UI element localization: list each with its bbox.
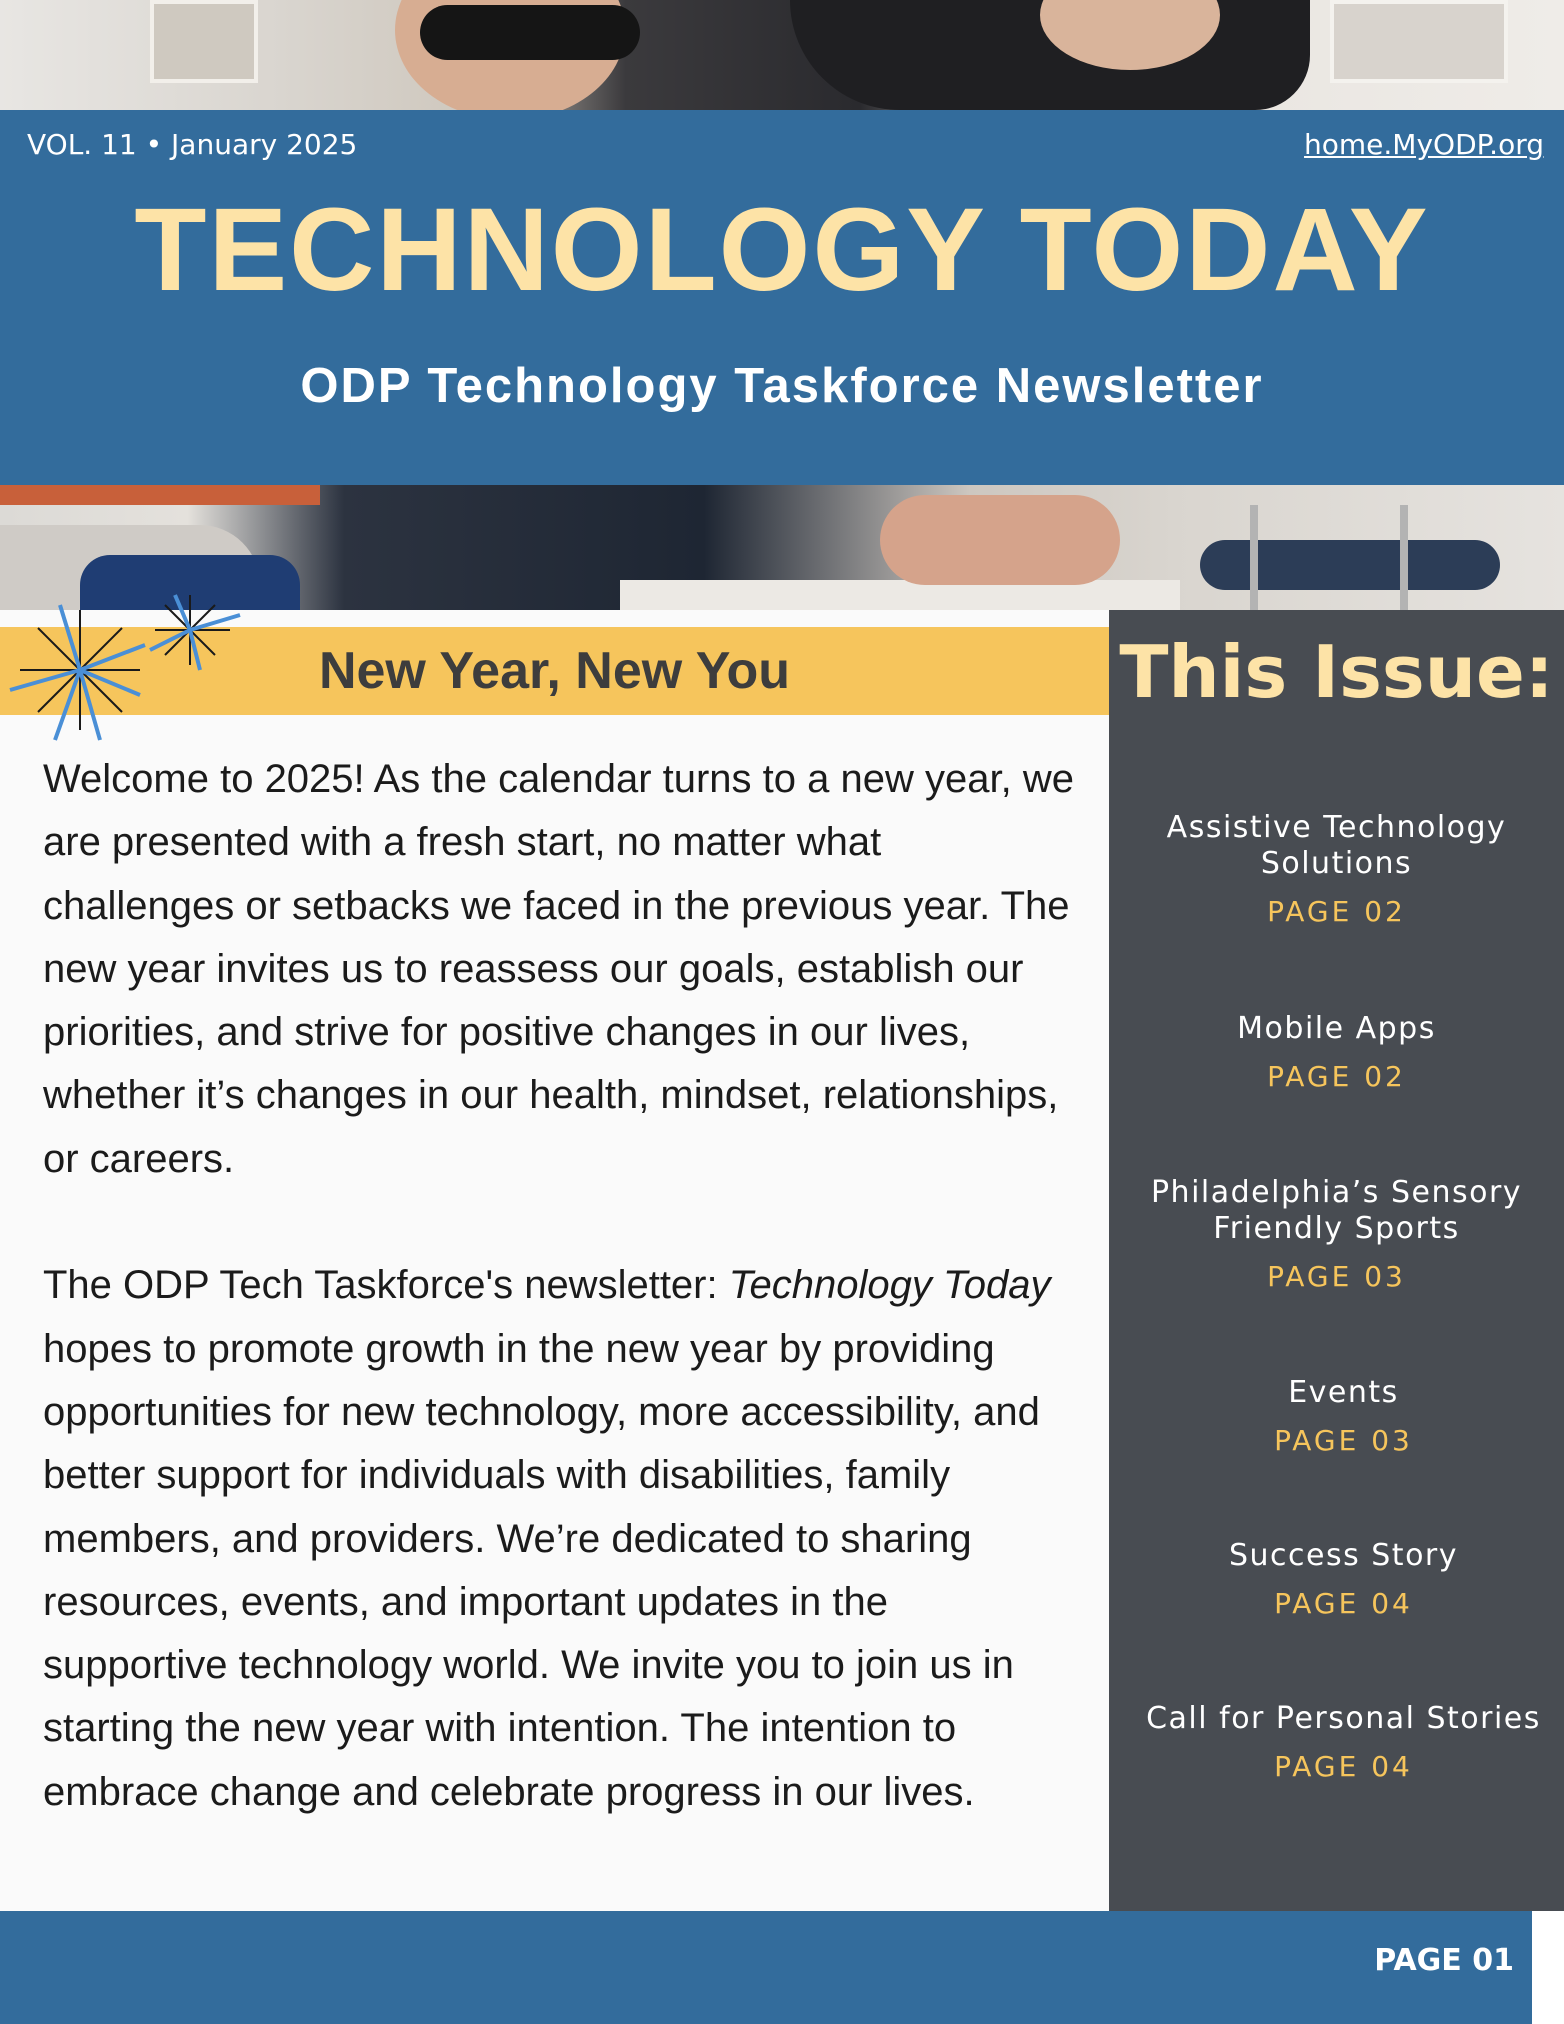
article-paragraph-2 (43, 1254, 1083, 1824)
toc-item-label: Philadelphia’s Sensory Friendly Sports (1150, 1175, 1523, 1246)
paragraph-2-rest: hopes to promote growth in the new year by providing opportunities for new technology, more accessibility, and better support for individuals with disabilities, family members, and providers. We’re dedicated to sharing resources, events, and important updates in the supportive technology world. We invite you to join us in starting the new year with intention. The intention to embrace change and celebrate progress in our lives. (43, 1326, 1040, 1814)
toc-item-success-story[interactable] (1116, 1538, 1564, 1624)
toc-item-assistive-technology[interactable] (1109, 810, 1564, 932)
article-heading: New Year, New You (318, 642, 791, 700)
article-body (43, 748, 1083, 1824)
toc-item-page: PAGE 04 (1274, 1750, 1413, 1783)
toc-item-label: Mobile Apps (1237, 1011, 1436, 1046)
fireworks-icon (0, 590, 260, 760)
newsletter-name-italic: Technology Today (728, 1263, 1051, 1308)
toc-item-sensory-sports[interactable] (1109, 1175, 1564, 1297)
newsletter-title: TECHNOLOGY TODAY (134, 184, 1430, 316)
toc-item-label: Call for Personal Stories (1146, 1701, 1541, 1736)
page-number: PAGE 01 (1374, 1943, 1514, 1978)
volume-info: VOL. 11 • January 2025 (27, 128, 358, 161)
toc-title: This Issue: (1119, 630, 1554, 714)
toc-item-page: PAGE 02 (1267, 1060, 1406, 1093)
toc-item-label: Events (1288, 1375, 1399, 1410)
toc-item-label: Success Story (1228, 1538, 1459, 1573)
newsletter-subtitle: ODP Technology Taskforce Newsletter (300, 359, 1264, 413)
article-paragraph-1: Welcome to 2025! As the calendar turns to a new year, we are presented with a fresh start, no matter what challenges or setbacks we faced in the previous year. The new year invites us to reassess our goals, establish our priorities, and strive for positive changes in our lives, whether it’s changes in our health, mindset, relationships, or careers. (43, 757, 1074, 1181)
toc-item-personal-stories[interactable] (1116, 1701, 1564, 1787)
toc-item-page: PAGE 03 (1267, 1260, 1406, 1293)
website-link[interactable]: home.MyODP.org (1304, 128, 1544, 161)
footer-bar (0, 1911, 1532, 2024)
header-photo (0, 0, 1564, 110)
toc-item-events[interactable] (1116, 1375, 1564, 1461)
toc-item-label: Assistive Technology Solutions (1166, 810, 1507, 881)
toc-item-page: PAGE 03 (1274, 1424, 1413, 1457)
paragraph-2-prefix: The ODP Tech Taskforce's newsletter: (43, 1263, 729, 1308)
toc-item-mobile-apps[interactable] (1109, 1011, 1564, 1097)
toc-item-page: PAGE 04 (1274, 1587, 1413, 1620)
toc-item-page: PAGE 02 (1267, 895, 1406, 928)
